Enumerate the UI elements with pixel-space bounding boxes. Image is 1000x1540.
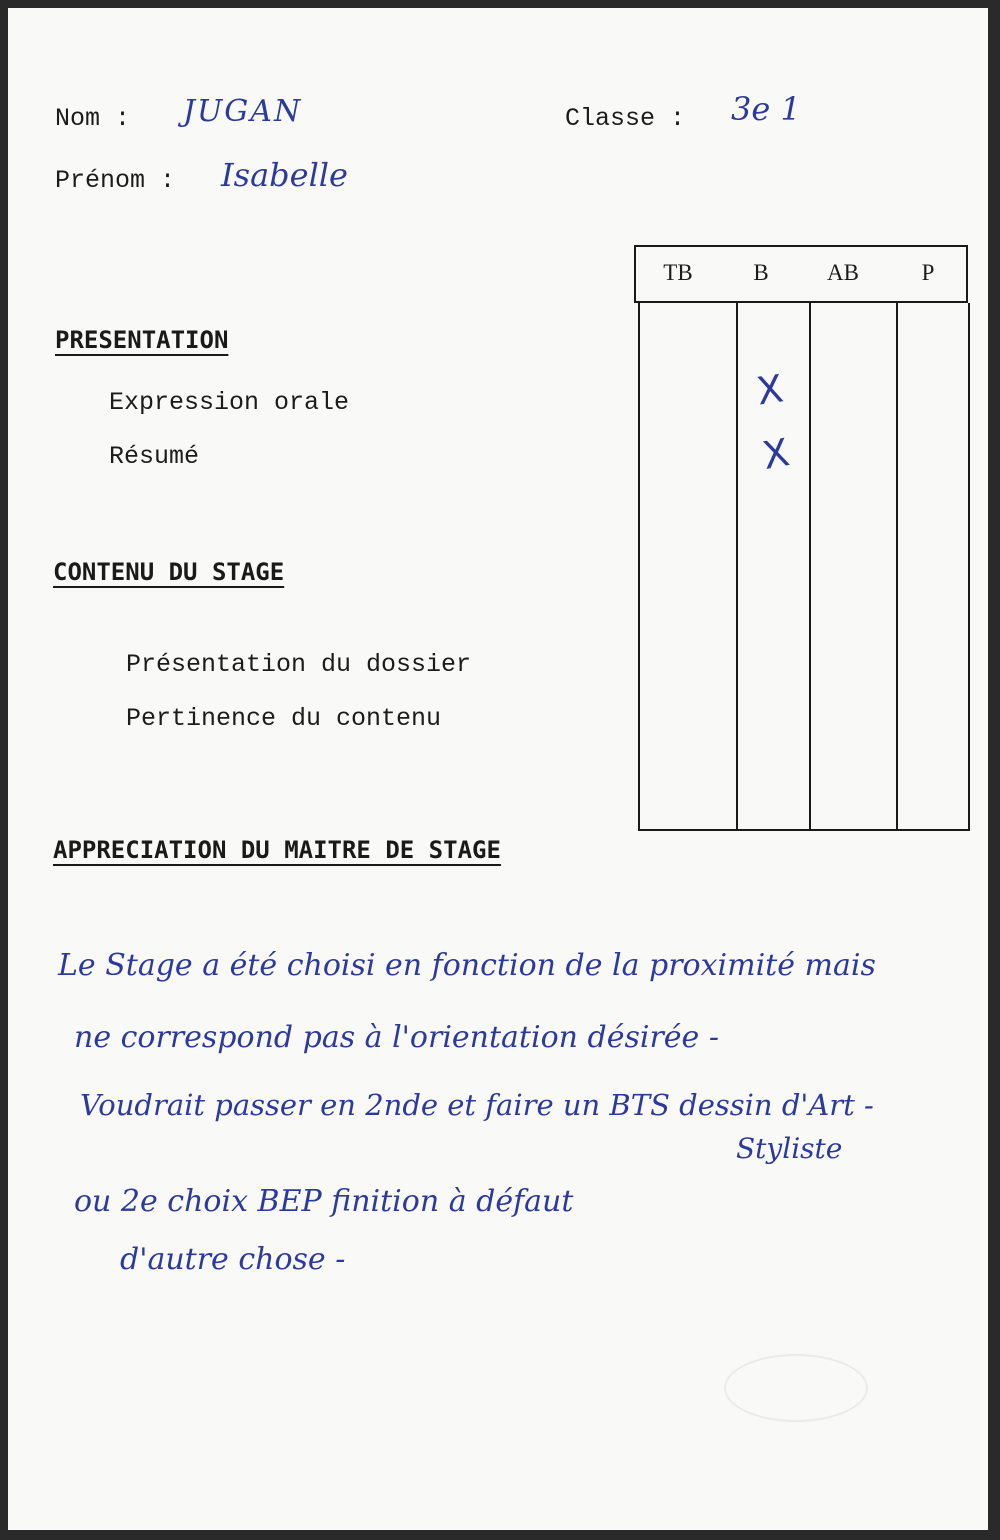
grid-bottom-line <box>638 829 970 831</box>
appreciation-line-5: ou 2e choix BEP finition à défaut <box>74 1184 574 1219</box>
embossed-stamp <box>724 1354 868 1422</box>
prenom-label: Prénom : <box>55 166 176 195</box>
item-pertinence-contenu: Pertinence du contenu <box>126 704 442 733</box>
appreciation-line-6: d'autre chose - <box>120 1242 346 1277</box>
grid-top-line <box>634 245 968 247</box>
appreciation-line-1: Le Stage a été choisi en fonction de la proximité mais <box>58 948 876 983</box>
col-header-ab: AB <box>827 260 859 285</box>
grid-col-line-3 <box>896 303 898 831</box>
item-resume: Résumé <box>109 442 200 471</box>
grid-right-header-line <box>966 245 968 303</box>
prenom-value: Isabelle <box>221 156 348 194</box>
item-presentation-dossier: Présentation du dossier <box>126 650 472 679</box>
document-page <box>8 8 988 1530</box>
mark-resume-b: X <box>759 430 793 478</box>
item-expression-orale: Expression orale <box>109 388 350 417</box>
grid-col-line-2 <box>809 303 811 831</box>
mark-expression-orale-b: X <box>754 366 786 414</box>
grid-col-line-4 <box>968 303 970 831</box>
appreciation-line-4: Styliste <box>736 1132 843 1165</box>
section-title-presentation: PRESENTATION <box>55 326 229 354</box>
appreciation-line-2: ne correspond pas à l'orientation désirée - <box>74 1020 719 1055</box>
nom-value: JUGAN <box>183 94 303 129</box>
grid-header-line <box>634 301 968 303</box>
section-title-contenu: CONTENU DU STAGE <box>53 558 285 586</box>
grid-col-line-1 <box>736 303 738 831</box>
grid-left-header-line <box>634 245 636 303</box>
col-header-b: B <box>753 260 769 285</box>
classe-label: Classe : <box>565 104 686 133</box>
section-title-appreciation: APPRECIATION DU MAITRE DE STAGE <box>53 836 501 864</box>
appreciation-line-3: Voudrait passer en 2nde et faire un BTS dessin d'Art - <box>80 1088 874 1122</box>
nom-label: Nom : <box>55 104 131 133</box>
classe-value: 3e 1 <box>731 90 801 128</box>
col-header-p: P <box>921 260 935 285</box>
grid-col-line-0 <box>638 303 640 831</box>
col-header-tb: TB <box>663 260 693 285</box>
